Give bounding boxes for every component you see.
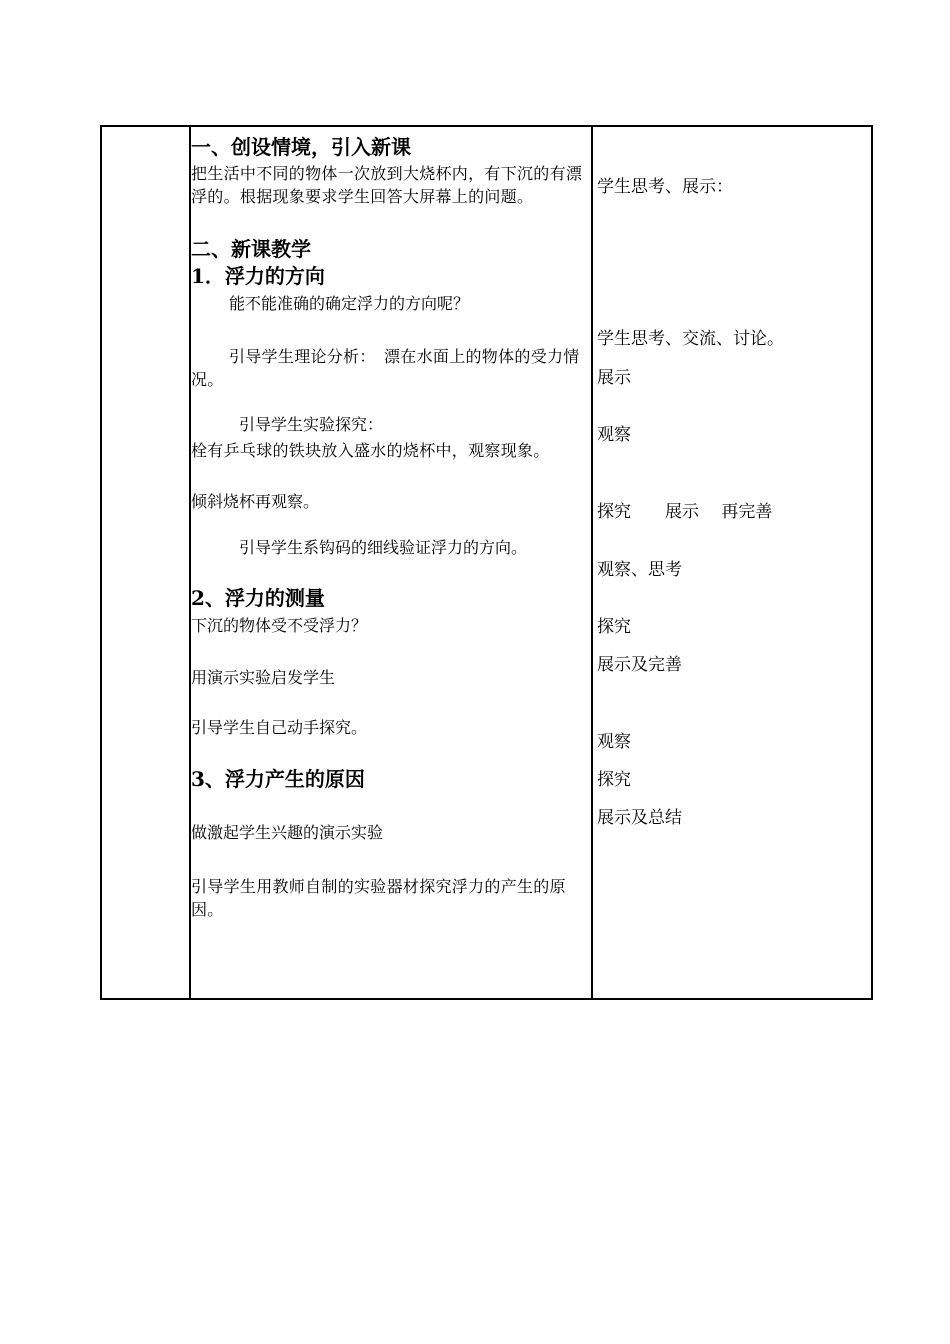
paragraph-sinking-question: 下沉的物体受不受浮力？: [191, 616, 368, 635]
paragraph-hands-on: 引导学生自己动手探究。: [191, 718, 368, 737]
student-activity-6: 观察、思考: [597, 560, 682, 580]
student-activity-2: 学生思考、交流、讨论。: [597, 329, 784, 349]
paragraph-theory-analysis: 引导学生理论分析： 漂在水面上的物体的受力情况。: [191, 347, 580, 389]
student-activity-5: 探究 展示 再完善: [597, 502, 773, 522]
student-activity-11: 展示及总结: [597, 808, 682, 828]
paragraph-direction-question: 能不能准确的确定浮力的方向呢？: [229, 294, 470, 313]
paragraph-verify-direction: 引导学生系钩码的细线验证浮力的方向。: [239, 538, 528, 557]
student-activity-3: 展示: [597, 368, 631, 388]
paragraph-intro: 把生活中不同的物体一次放到大烧杯内，有下沉的有漂浮的。根据现象要求学生回答大屏幕上的问题。: [191, 164, 583, 206]
paragraph-self-made-apparatus: 引导学生用教师自制的实验器材探究浮力的产生的原因。: [191, 877, 566, 919]
subheading-buoyancy-measurement: 2、浮力的测量: [191, 586, 325, 610]
paragraph-experiment-step: 栓有乒乓球的铁块放入盛水的烧杯中，观察现象。: [191, 441, 550, 460]
section-heading-1: 一、创设情境，引入新课: [191, 135, 411, 159]
lesson-table: [100, 125, 873, 1000]
paragraph-interest-demo: 做激起学生兴趣的演示实验: [191, 823, 384, 842]
student-activity-9: 观察: [597, 732, 631, 752]
section-heading-2: 二、新课教学: [191, 237, 311, 261]
student-activity-4: 观察: [597, 425, 631, 445]
paragraph-experiment-intro: 引导学生实验探究：: [239, 415, 384, 434]
student-activity-10: 探究: [597, 770, 631, 790]
subheading-buoyancy-direction: 1．浮力的方向: [191, 264, 325, 288]
paragraph-demo-experiment: 用演示实验启发学生: [191, 668, 336, 687]
subheading-buoyancy-cause: 3、浮力产生的原因: [191, 767, 365, 791]
teacher-activity-cell: [191, 127, 591, 998]
student-activity-cell: [593, 127, 873, 998]
student-activity-8: 展示及完善: [597, 655, 682, 675]
student-activity-7: 探究: [597, 617, 631, 637]
student-activity-1: 学生思考、展示：: [597, 177, 733, 197]
paragraph-tilt-beaker: 倾斜烧杯再观察。: [191, 492, 320, 511]
left-empty-cell: [102, 127, 189, 998]
